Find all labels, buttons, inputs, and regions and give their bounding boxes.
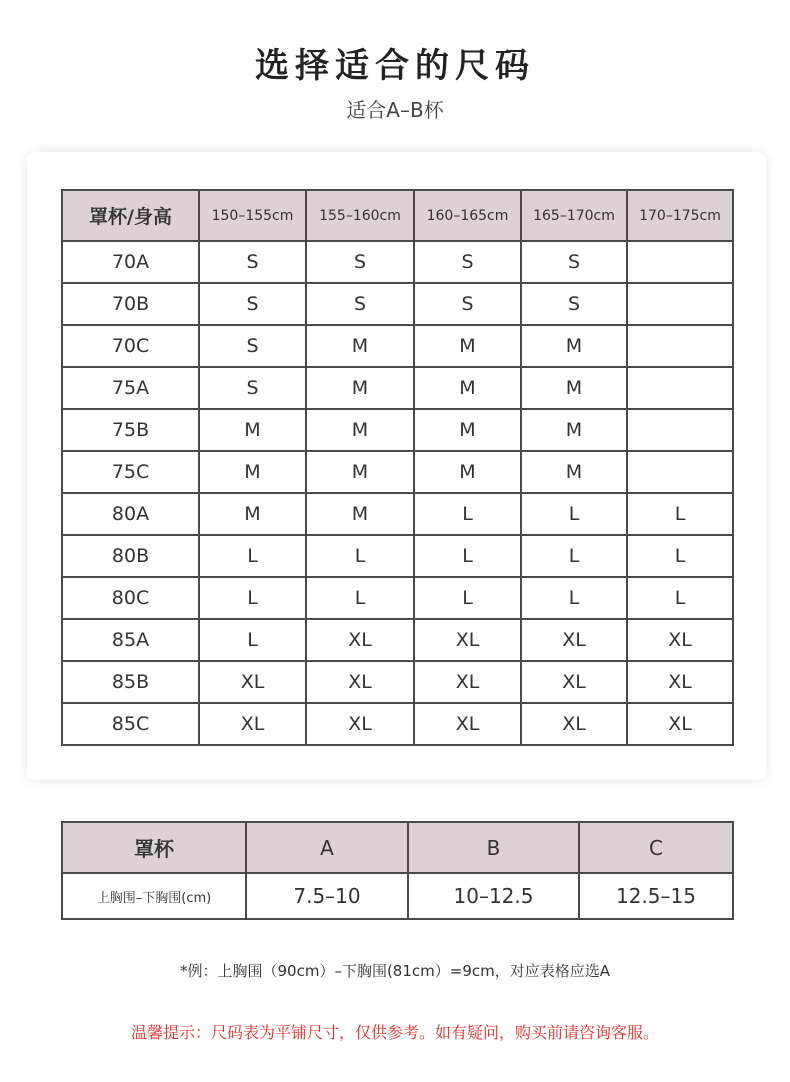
table-row xyxy=(62,493,733,535)
size-table-header-row xyxy=(62,190,733,241)
size-cell: L xyxy=(521,577,627,619)
band-cup-cell: 80C xyxy=(62,577,199,619)
cup-row-label: 上胸围–下胸围(cm) xyxy=(62,873,246,919)
size-cell: M xyxy=(521,409,627,451)
table-row xyxy=(62,661,733,703)
size-cell: S xyxy=(521,241,627,283)
band-cup-cell: 85A xyxy=(62,619,199,661)
size-cell: XL xyxy=(414,703,521,745)
height-range-header: 170–175cm xyxy=(627,190,733,241)
size-cell: XL xyxy=(414,619,521,661)
size-cell: S xyxy=(414,241,521,283)
table-row xyxy=(62,325,733,367)
cup-table-header-row xyxy=(62,822,733,873)
cup-header-cell: B xyxy=(408,822,579,873)
warm-tip: 温馨提示：尺码表为平铺尺寸，仅供参考。如有疑问，购买前请咨询客服。 xyxy=(130,1023,659,1042)
size-cell: S xyxy=(199,367,306,409)
table-row xyxy=(62,703,733,745)
size-cell: L xyxy=(414,577,521,619)
size-cell xyxy=(627,241,733,283)
size-cell: XL xyxy=(306,661,414,703)
size-cell: L xyxy=(627,535,733,577)
size-cell: L xyxy=(627,493,733,535)
cup-chart-table xyxy=(61,821,734,920)
size-header-label: 罩杯/身高 xyxy=(62,190,199,241)
cup-value-cell: 12.5–15 xyxy=(579,873,733,919)
band-cup-cell: 80A xyxy=(62,493,199,535)
size-cell: XL xyxy=(521,619,627,661)
page-title: 选择适合的尺码 xyxy=(255,46,535,86)
size-cell: M xyxy=(414,451,521,493)
table-row xyxy=(62,451,733,493)
size-cell: M xyxy=(199,409,306,451)
cup-table-row xyxy=(62,873,733,919)
height-range-header: 155–160cm xyxy=(306,190,414,241)
size-cell: L xyxy=(199,619,306,661)
size-cell: M xyxy=(306,367,414,409)
size-cell: XL xyxy=(199,703,306,745)
size-cell: L xyxy=(521,493,627,535)
table-row xyxy=(62,535,733,577)
size-cell: XL xyxy=(306,619,414,661)
size-cell: M xyxy=(414,367,521,409)
size-cell: S xyxy=(199,241,306,283)
size-cell: S xyxy=(306,241,414,283)
size-cell: M xyxy=(306,451,414,493)
table-row xyxy=(62,241,733,283)
size-cell: L xyxy=(199,535,306,577)
size-cell xyxy=(627,325,733,367)
size-cell: L xyxy=(414,493,521,535)
size-cell: XL xyxy=(414,661,521,703)
size-cell: M xyxy=(199,451,306,493)
band-cup-cell: 75A xyxy=(62,367,199,409)
cup-header-cell: A xyxy=(246,822,408,873)
band-cup-cell: 75B xyxy=(62,409,199,451)
band-cup-cell: 80B xyxy=(62,535,199,577)
size-cell xyxy=(627,409,733,451)
band-cup-cell: 70B xyxy=(62,283,199,325)
cup-value-cell: 7.5–10 xyxy=(246,873,408,919)
size-cell: XL xyxy=(306,703,414,745)
size-cell: XL xyxy=(199,661,306,703)
size-cell: XL xyxy=(627,703,733,745)
size-cell: L xyxy=(521,535,627,577)
size-cell: L xyxy=(306,535,414,577)
table-row xyxy=(62,283,733,325)
size-cell: S xyxy=(199,325,306,367)
size-cell xyxy=(627,283,733,325)
size-cell: L xyxy=(627,577,733,619)
table-row xyxy=(62,409,733,451)
size-cell: S xyxy=(414,283,521,325)
size-cell xyxy=(627,451,733,493)
size-cell: L xyxy=(306,577,414,619)
size-cell: M xyxy=(521,367,627,409)
size-cell: M xyxy=(521,325,627,367)
table-row xyxy=(62,367,733,409)
size-cell: M xyxy=(306,409,414,451)
band-cup-cell: 70C xyxy=(62,325,199,367)
band-cup-cell: 75C xyxy=(62,451,199,493)
height-range-header: 150–155cm xyxy=(199,190,306,241)
size-cell: M xyxy=(414,325,521,367)
table-row xyxy=(62,619,733,661)
cup-value-cell: 10–12.5 xyxy=(408,873,579,919)
size-cell: M xyxy=(306,325,414,367)
size-cell: S xyxy=(199,283,306,325)
size-cell: L xyxy=(414,535,521,577)
size-cell: XL xyxy=(627,661,733,703)
band-cup-cell: 85C xyxy=(62,703,199,745)
page-subtitle: 适合A–B杯 xyxy=(346,98,444,122)
size-cell: XL xyxy=(521,661,627,703)
cup-header-cell: 罩杯 xyxy=(62,822,246,873)
size-cell xyxy=(627,367,733,409)
band-cup-cell: 70A xyxy=(62,241,199,283)
height-range-header: 165–170cm xyxy=(521,190,627,241)
size-cell: M xyxy=(199,493,306,535)
size-cell: L xyxy=(199,577,306,619)
size-cell: M xyxy=(521,451,627,493)
size-cell: S xyxy=(306,283,414,325)
size-cell: M xyxy=(306,493,414,535)
example-note: *例：上胸围（90cm）–下胸围(81cm）=9cm，对应表格应选A xyxy=(180,962,610,980)
cup-header-cell: C xyxy=(579,822,733,873)
size-cell: XL xyxy=(627,619,733,661)
height-range-header: 160–165cm xyxy=(414,190,521,241)
band-cup-cell: 85B xyxy=(62,661,199,703)
size-cell: XL xyxy=(521,703,627,745)
size-chart-table xyxy=(61,189,734,746)
table-row xyxy=(62,577,733,619)
size-cell: S xyxy=(521,283,627,325)
size-cell: M xyxy=(414,409,521,451)
